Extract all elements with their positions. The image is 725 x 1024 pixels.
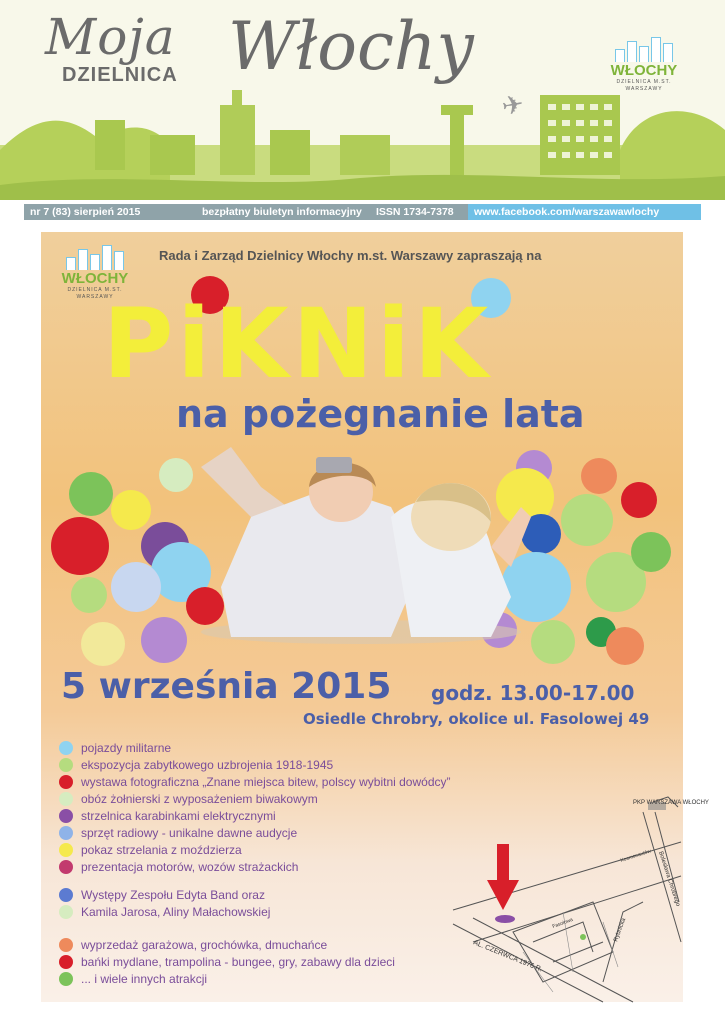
masthead bbox=[0, 0, 725, 200]
map-street-label: Kosmonautów bbox=[619, 848, 652, 864]
list-item bbox=[57, 954, 395, 971]
decorative-circle bbox=[69, 472, 113, 516]
masthead-title-wlochy: Włochy bbox=[228, 8, 474, 85]
info-bar bbox=[24, 204, 701, 220]
list-item bbox=[57, 859, 451, 876]
poster-subtitle: na pożegnanie lata bbox=[176, 392, 585, 436]
masthead-title-dzielnica: DZIELNICA bbox=[62, 64, 178, 86]
list-item-text: wystawa fotograficzna „Znane miejsca bitew, polscy wybitni dowódcy” bbox=[81, 775, 451, 789]
decorative-circle bbox=[621, 482, 657, 518]
performances-list bbox=[57, 887, 270, 921]
children-photo bbox=[191, 447, 531, 642]
list-item-text: obóz żołnierski z wyposażeniem biwakowym bbox=[81, 792, 318, 806]
airplane-icon: ✈ bbox=[499, 88, 527, 122]
logo-word: WŁOCHY bbox=[61, 270, 129, 287]
decorative-circle bbox=[111, 562, 161, 612]
bullet-circle-icon bbox=[59, 905, 73, 919]
list-item-text: pokaz strzelania z moździerza bbox=[81, 843, 242, 857]
bullet-circle-icon bbox=[59, 826, 73, 840]
list-item bbox=[57, 842, 451, 859]
poster-title: PiKNiK bbox=[103, 288, 493, 400]
buildings-icon bbox=[57, 244, 133, 270]
logo-subtitle: DZIELNICA M.ST. WARSZAWY bbox=[67, 287, 123, 300]
map-street-label: Rybnicka bbox=[613, 917, 628, 943]
list-item bbox=[57, 808, 451, 825]
event-time: godz. 13.00-17.00 bbox=[431, 681, 635, 705]
decorative-circle bbox=[531, 620, 575, 664]
bullet-circle-icon bbox=[59, 888, 73, 902]
list-item bbox=[57, 937, 395, 954]
bullet-circle-icon bbox=[59, 972, 73, 986]
map-street-label: Fasolowa bbox=[551, 916, 574, 930]
list-item bbox=[57, 904, 270, 921]
location-map bbox=[453, 792, 709, 1002]
issue-number: nr 7 (83) sierpień 2015 bbox=[30, 206, 141, 218]
list-item bbox=[57, 791, 451, 808]
red-arrow-location-icon bbox=[487, 844, 519, 910]
bullet-circle-icon bbox=[59, 938, 73, 952]
list-item-text: Występy Zespołu Edyta Band oraz bbox=[81, 888, 265, 902]
decorative-circle bbox=[81, 622, 125, 666]
masthead-title-moja: Moja bbox=[45, 8, 176, 66]
list-item-text: bańki mydlane, trampolina - bungee, gry, zabawy dla dzieci bbox=[81, 955, 395, 969]
map-street-label: AL. CZERWCA 1976 R. bbox=[472, 939, 544, 974]
bullet-circle-icon bbox=[59, 792, 73, 806]
bullet-circle-icon bbox=[59, 955, 73, 969]
issn-label: ISSN 1734-7378 bbox=[376, 206, 454, 218]
decorative-circle bbox=[159, 458, 193, 492]
decorative-circle bbox=[111, 490, 151, 530]
decorative-circle bbox=[51, 517, 109, 575]
list-item bbox=[57, 887, 270, 904]
skyline-illustration bbox=[0, 90, 725, 200]
list-item bbox=[57, 825, 451, 842]
decorative-circle bbox=[631, 532, 671, 572]
invitation-text: Rada i Zarząd Dzielnicy Włochy m.st. Warszawy zapraszają na bbox=[159, 248, 542, 263]
district-logo bbox=[606, 36, 682, 93]
bullet-circle-icon bbox=[59, 775, 73, 789]
list-item-text: strzelnica karabinkami elektrycznymi bbox=[81, 809, 276, 823]
bulletin-label: bezpłatny biuletyn informacyjny bbox=[202, 206, 362, 218]
decorative-circle bbox=[561, 494, 613, 546]
attractions-list bbox=[57, 740, 451, 876]
decorative-circle bbox=[71, 577, 107, 613]
bullet-circle-icon bbox=[59, 843, 73, 857]
logo-word: WŁOCHY bbox=[610, 62, 678, 79]
buildings-icon bbox=[606, 36, 682, 62]
list-item bbox=[57, 774, 451, 791]
list-item-text: ... i wiele innych atrakcji bbox=[81, 972, 208, 986]
list-item-text: wyprzedaż garażowa, grochówka, dmuchańce bbox=[81, 938, 328, 952]
bullet-circle-icon bbox=[59, 741, 73, 755]
facebook-link[interactable]: www.facebook.com/warszawawlochy bbox=[468, 204, 701, 220]
list-item-text: Kamila Jarosa, Aliny Małachowskiej bbox=[81, 905, 271, 919]
decorative-circle bbox=[581, 458, 617, 494]
logo-subtitle: DZIELNICA M.ST. WARSZAWY bbox=[616, 79, 672, 92]
list-item bbox=[57, 740, 451, 757]
bullet-circle-icon bbox=[59, 758, 73, 772]
list-item-text: sprzęt radiowy - unikalne dawne audycje bbox=[81, 826, 298, 840]
list-item bbox=[57, 971, 395, 988]
decorative-circle bbox=[606, 627, 644, 665]
list-item-text: prezentacja motorów, wozów strażackich bbox=[81, 860, 299, 874]
list-item bbox=[57, 757, 451, 774]
event-date: 5 września 2015 bbox=[61, 666, 392, 707]
map-station-label: PKP WARSZAWA WŁOCHY bbox=[633, 800, 709, 806]
decorative-circle bbox=[141, 617, 187, 663]
map-street-label: Bolesława Chrobrego bbox=[657, 850, 681, 908]
bullet-circle-icon bbox=[59, 809, 73, 823]
event-place: Osiedle Chrobry, okolice ul. Fasolowej 49 bbox=[303, 710, 650, 728]
list-item-text: pojazdy militarne bbox=[81, 741, 172, 755]
extras-list bbox=[57, 937, 395, 988]
bullet-circle-icon bbox=[59, 860, 73, 874]
event-poster bbox=[41, 232, 709, 1002]
list-item-text: ekspozycja zabytkowego uzbrojenia 1918-1945 bbox=[81, 758, 334, 772]
